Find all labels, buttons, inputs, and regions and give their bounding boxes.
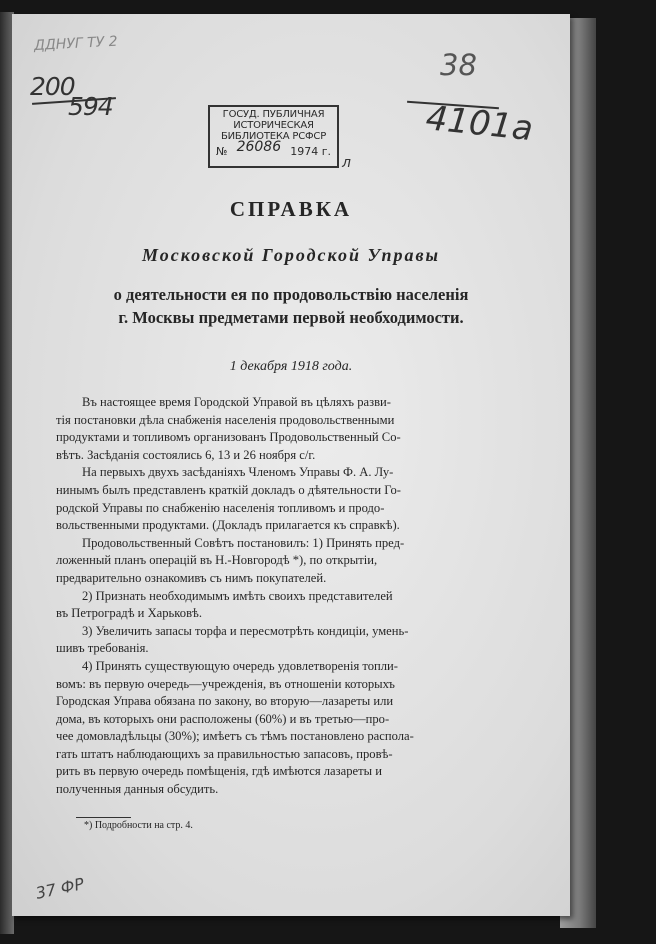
body-text-line: Въ настоящее время Городской Управой въ цѣляхъ разви- bbox=[82, 395, 391, 409]
stamp-year: 1974 г. bbox=[290, 145, 331, 158]
stamp-line: БИБЛИОТЕКА РСФСР bbox=[220, 131, 327, 142]
body-text-line: тія постановки дѣла снабженія населенія продовольственными bbox=[56, 412, 395, 427]
stamp-line: ИСТОРИЧЕСКАЯ bbox=[233, 120, 314, 131]
body-text-line: рить въ первую очередь помѣщенія, гдѣ имѣются лазареты и bbox=[56, 764, 382, 779]
handwritten-note-bottom: 37 ФР bbox=[34, 874, 86, 903]
body-text-line: продуктами и топливомъ организованъ Продовольственный Со- bbox=[56, 430, 401, 445]
handwritten-shelf-denominator: 594 bbox=[68, 92, 113, 121]
body-text-line: предварительно ознакомивъ съ нимъ покупателей. bbox=[56, 570, 327, 585]
body-text-line: чее домовладѣльцы (30%); имѣетъ съ тѣмъ постановлено распола- bbox=[56, 729, 414, 744]
body-text-line: вомъ: въ первую очередь—учрежденія, въ отношеніи которыхъ bbox=[56, 676, 395, 691]
body-text-line: полученныя данныя обсудить. bbox=[56, 782, 219, 797]
document-subtitle-line: г. Москвы предметами первой необходимости. bbox=[118, 308, 464, 327]
body-text-line: въ Петроградѣ и Харьковѣ. bbox=[56, 606, 202, 621]
stamp-line: ГОСУД. ПУБЛИЧНАЯ bbox=[222, 109, 325, 120]
document-subtitle-line: о деятельности ея по продовольствію населенія bbox=[113, 285, 469, 304]
document-date: 1 декабря 1918 года. bbox=[229, 359, 353, 374]
body-text-line: родской Управы по снабженію населенія топливомъ и продо- bbox=[56, 500, 385, 515]
document-page bbox=[12, 14, 570, 916]
body-text bbox=[56, 394, 482, 799]
body-text-line: гать штатъ наблюдающихъ за правильностью запасовъ, провѣ- bbox=[56, 746, 393, 761]
handwritten-page-number: 38 bbox=[440, 48, 477, 82]
body-text-line: шивъ требованія. bbox=[56, 641, 149, 656]
body-text-line: 3) Увеличить запасы торфа и пересмотрѣть кондиціи, умень- bbox=[82, 623, 409, 638]
document-title: СПРАВКА bbox=[229, 197, 353, 221]
body-text-line: дома, въ которыхъ они расположены (60%) и въ третью—про- bbox=[56, 711, 390, 726]
body-text-line: нинымъ былъ представленъ краткій докладъ о дѣятельности Го- bbox=[56, 482, 401, 497]
handwritten-inventory-number: 4101а bbox=[423, 98, 535, 150]
body-text-line: 4) Принять существующую очередь удовлетворенія топли- bbox=[82, 658, 398, 673]
body-text-line: На первыхъ двухъ засѣданіяхъ Членомъ Управы Ф. А. Лу- bbox=[82, 465, 394, 480]
body-text-line: ложенный планъ операцій въ Н.-Новгородѣ *), по открытіи, bbox=[56, 553, 378, 568]
document-subtitle: Московской Городской Управы bbox=[141, 245, 441, 265]
stamp-number-label: № bbox=[216, 145, 228, 158]
body-text-line: вѣтъ. Засѣданія состоялись 6, 13 и 26 ноября с/г. bbox=[56, 447, 316, 462]
stamp-number: 26086 bbox=[236, 139, 282, 155]
handwritten-shelf-number: 200 bbox=[30, 72, 75, 101]
body-text-line: Городская Управа обязана по закону, во вторую—лазареты или bbox=[56, 694, 394, 709]
stamp-mark: л bbox=[342, 155, 351, 171]
body-text-line: 2) Признать необходимымъ имѣть своихъ представителей bbox=[82, 588, 393, 603]
footnote: *) Подробности на стр. 4. bbox=[84, 820, 193, 831]
body-text-line: Продовольственный Совѣтъ постановилъ: 1) Принять пред- bbox=[82, 535, 405, 550]
footnote-rule bbox=[76, 817, 131, 818]
library-stamp bbox=[208, 105, 339, 168]
body-text-line: вольственными продуктами. (Докладъ прилагается къ справкѣ). bbox=[56, 518, 400, 533]
handwritten-note-top-left: ДДНУГ ТУ 2 bbox=[33, 33, 118, 54]
